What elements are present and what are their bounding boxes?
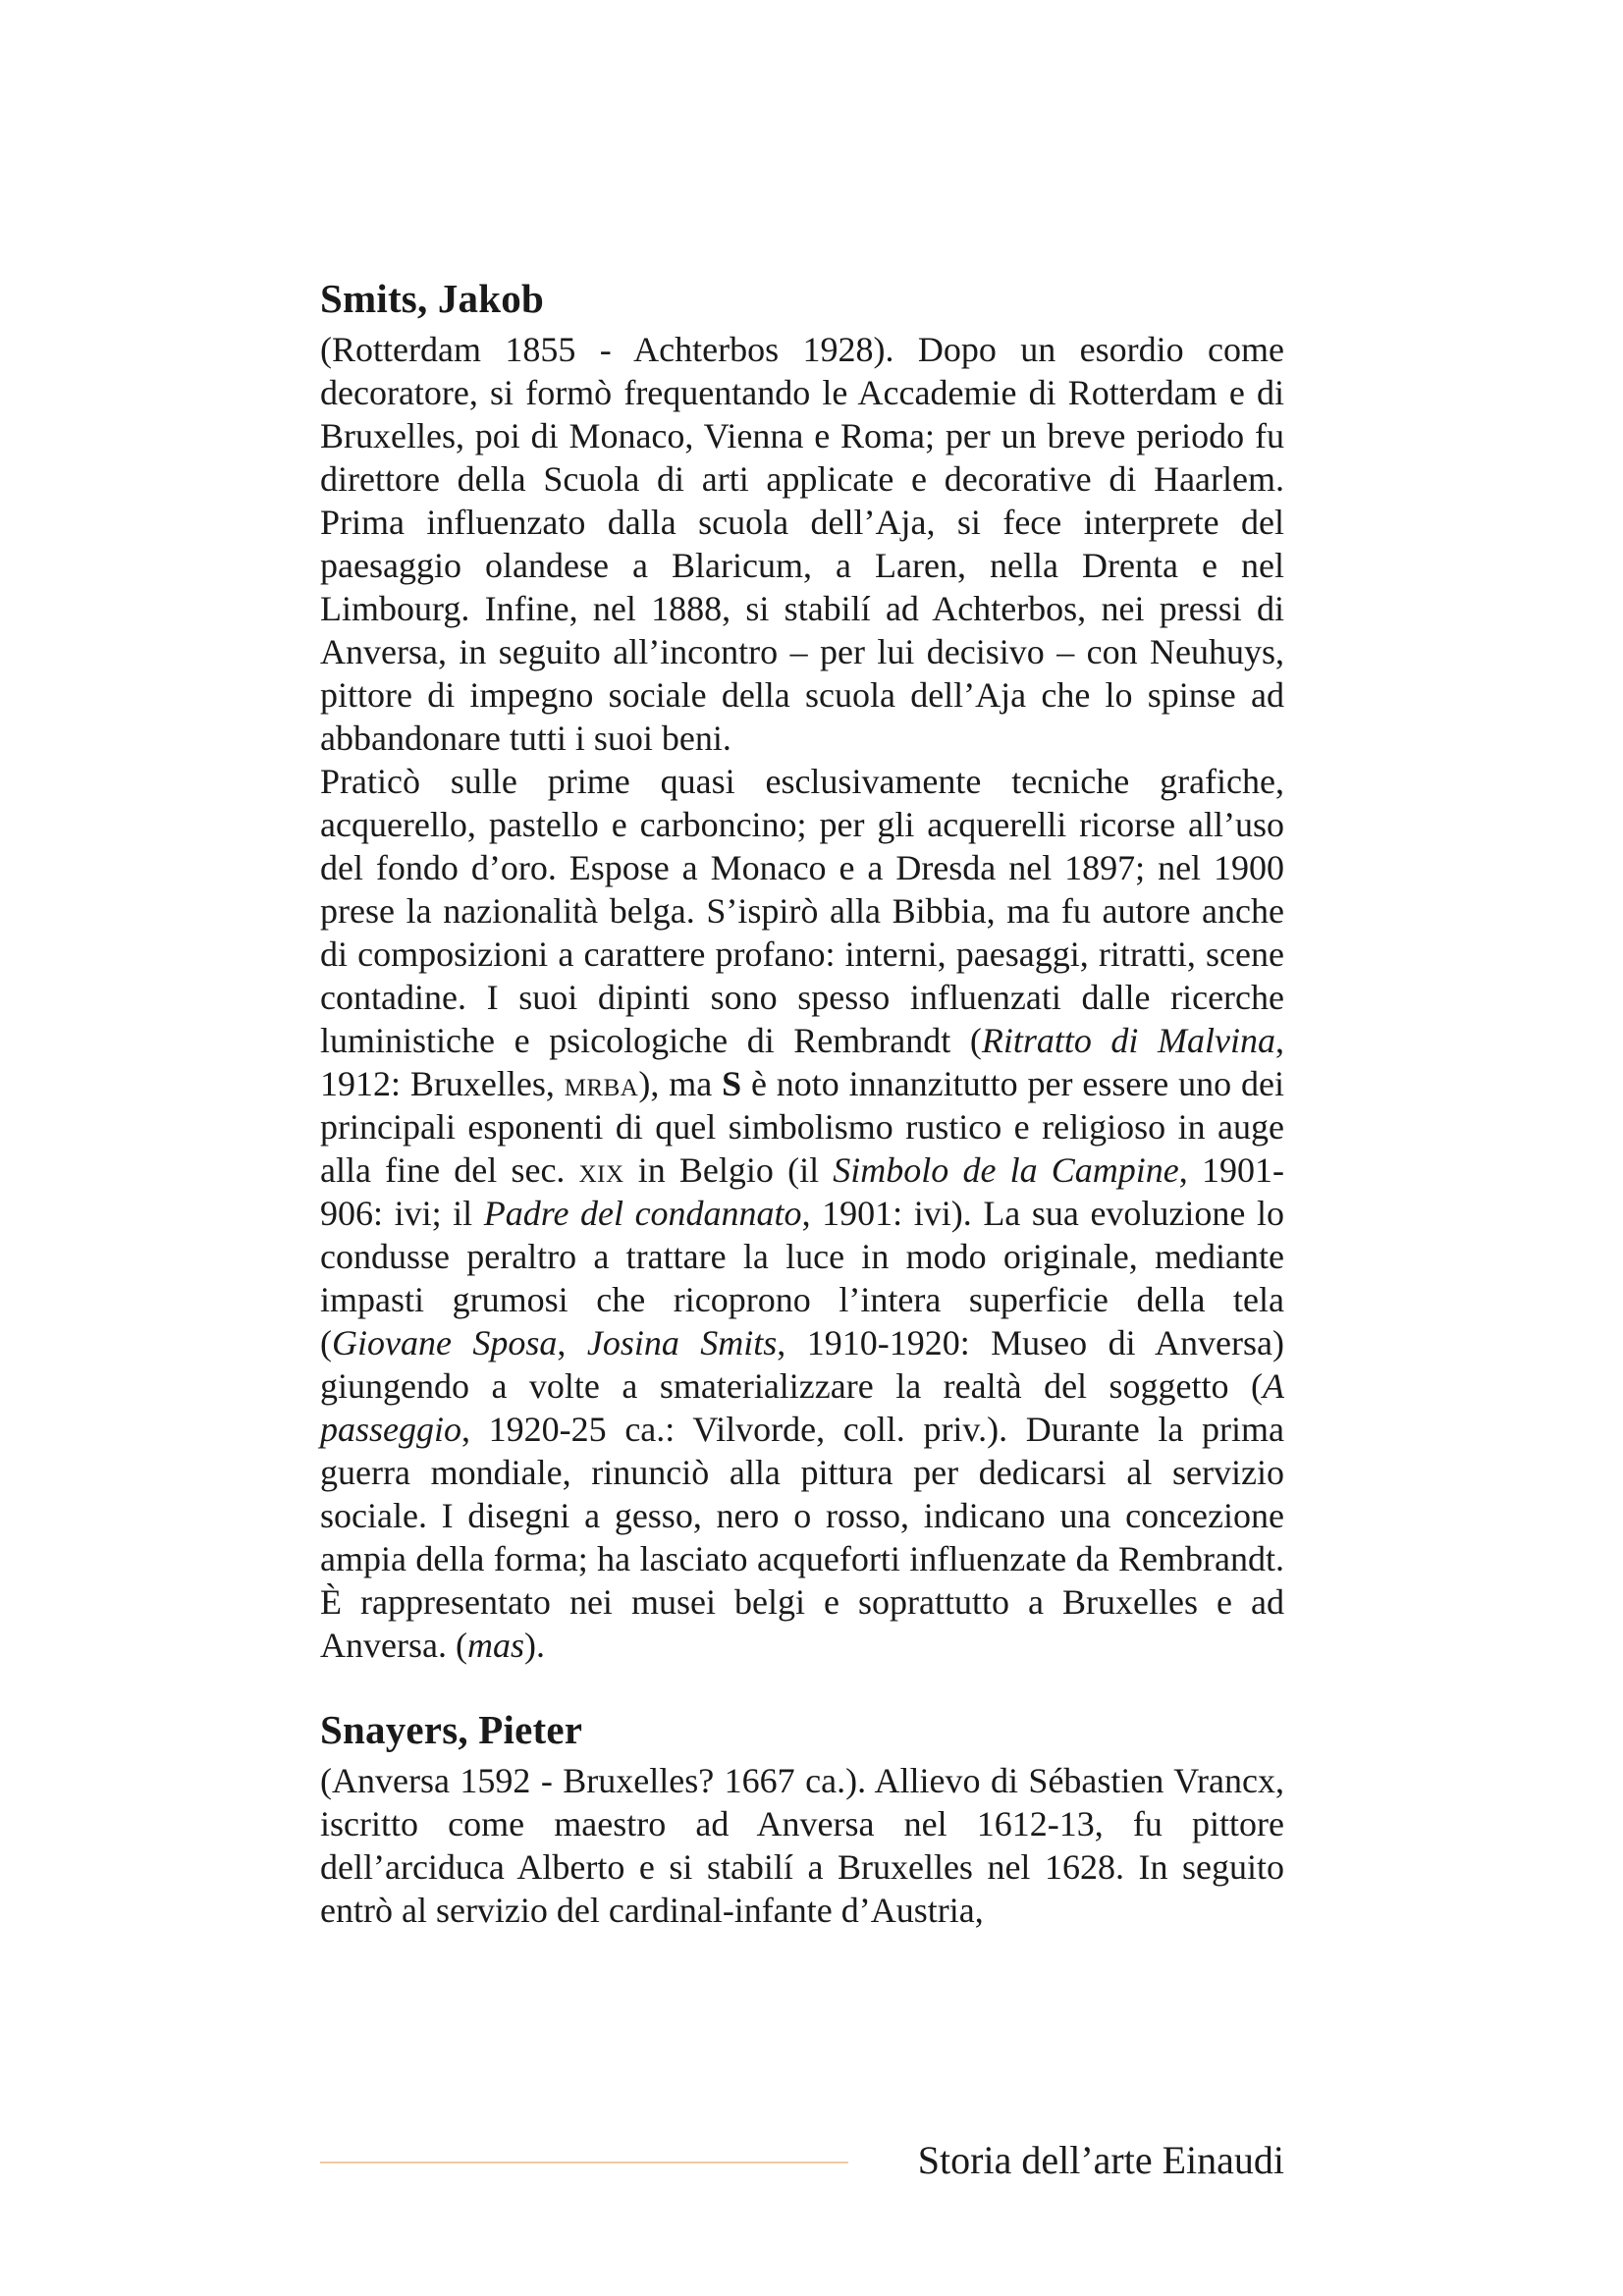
artwork-title: Giovane Sposa bbox=[332, 1323, 558, 1362]
text-run: ), ma bbox=[638, 1064, 723, 1103]
text-run: , 1901-906: ivi; il bbox=[320, 1150, 1284, 1233]
entry-paragraph bbox=[320, 760, 1284, 1667]
artwork-title: Simbolo de la Campine bbox=[833, 1150, 1179, 1190]
text-run: , 1910-1920: Museo di Anversa) giungendo a volte a smaterializzare la realtà del soggetto ( bbox=[320, 1323, 1284, 1406]
text-run: (Anversa 1592 - Bruxelles? 1667 ca.). Allievo di Sébastien Vrancx, iscritto come maestro ad Anversa nel 1612-13, fu pittore dell’arciduca Alberto e si stabilí a Bruxelles nel 1628. In seguito entrò al servizio del cardinal-infante d’Austria, bbox=[320, 1761, 1284, 1930]
artwork-title: Josina Smits bbox=[586, 1323, 778, 1362]
page-footer bbox=[320, 2136, 1284, 2185]
entry-paragraph bbox=[320, 328, 1284, 760]
text-run: , bbox=[557, 1323, 587, 1362]
entry-snayers-pieter bbox=[320, 1702, 1284, 1932]
artwork-title: A passeggio bbox=[320, 1366, 1284, 1449]
footer-rule bbox=[320, 2162, 848, 2163]
artwork-title: Ritratto di Malvina bbox=[981, 1021, 1275, 1060]
text-run: , 1912: Bruxelles, bbox=[320, 1021, 1284, 1103]
artwork-title: Padre del condannato bbox=[483, 1194, 802, 1233]
entry-heading: Snayers, Pieter bbox=[320, 1707, 583, 1752]
entry-body bbox=[320, 328, 1284, 1667]
entry-smits-jakob bbox=[320, 271, 1284, 1667]
author-signature: mas bbox=[466, 1626, 524, 1665]
entry-heading: Smits, Jakob bbox=[320, 276, 544, 321]
text-run: ). bbox=[523, 1626, 545, 1665]
text-run: , 1920-25 ca.: Vilvorde, coll. priv.). Durante la prima guerra mondiale, rinunciò alla pittura per dedicarsi al servizio sociale. I disegni a gesso, nero o rosso, indicano una concezione ampia della forma; ha lasciato acqueforti influenzate da Rembrandt. È rappresentato nei musei belgi e soprattutto a Bruxelles e ad Anversa. ( bbox=[320, 1410, 1284, 1665]
page-content bbox=[320, 271, 1284, 1932]
entry-paragraph bbox=[320, 1759, 1284, 1932]
text-run: , 1901: ivi). La sua evoluzione lo condusse peraltro a trattare la luce in modo originale, mediante impasti grumosi che ricoprono l’intera superficie della tela ( bbox=[320, 1194, 1284, 1362]
text-run: è noto innanzitutto per essere uno dei principali esponenti di quel simbolismo rustico e religioso in auge alla fine del sec. bbox=[320, 1064, 1284, 1190]
text-run: Praticò sulle prime quasi esclusivamente tecniche grafiche, acquerello, pastello e carboncino; per gli acquerelli ricorse all’uso del fondo d’oro. Espose a Monaco e a Dresda nel 1897; nel 1900 prese la nazionalità belga. S’ispirò alla Bibbia, ma fu autore anche di composizioni a carattere profano: interni, paesaggi, ritratti, scene contadine. I suoi dipinti sono spesso influenzati dalle ricerche luministiche e psicologiche di Rembrandt ( bbox=[320, 762, 1284, 1060]
museum-abbreviation: mrba bbox=[564, 1064, 639, 1103]
text-run: (Rotterdam 1855 - Achterbos 1928). Dopo un esordio come decoratore, si formò frequentando le Accademie di Rotterdam e di Bruxelles, poi di Monaco, Vienna e Roma; per un breve periodo fu direttore della Scuola di arti applicate e decorative di Haarlem. Prima influenzato dalla scuola dell’Aja, si fece interprete del paesaggio olandese a Blaricum, a Laren, nella Drenta e nel Limbourg. Infine, nel 1888, si stabilí ad Achterbos, nei pressi di Anversa, in seguito all’incontro – per lui decisivo – con Neuhuys, pittore di impegno sociale della scuola dell’Aja che lo spinse ad abbandonare tutti i suoi beni. bbox=[320, 330, 1284, 758]
artist-initial: S bbox=[722, 1064, 742, 1103]
footer-title: Storia dell’arte Einaudi bbox=[917, 2138, 1284, 2182]
century-numeral: xix bbox=[578, 1150, 624, 1190]
text-run: in Belgio (il bbox=[623, 1150, 834, 1190]
entry-body bbox=[320, 1759, 1284, 1932]
